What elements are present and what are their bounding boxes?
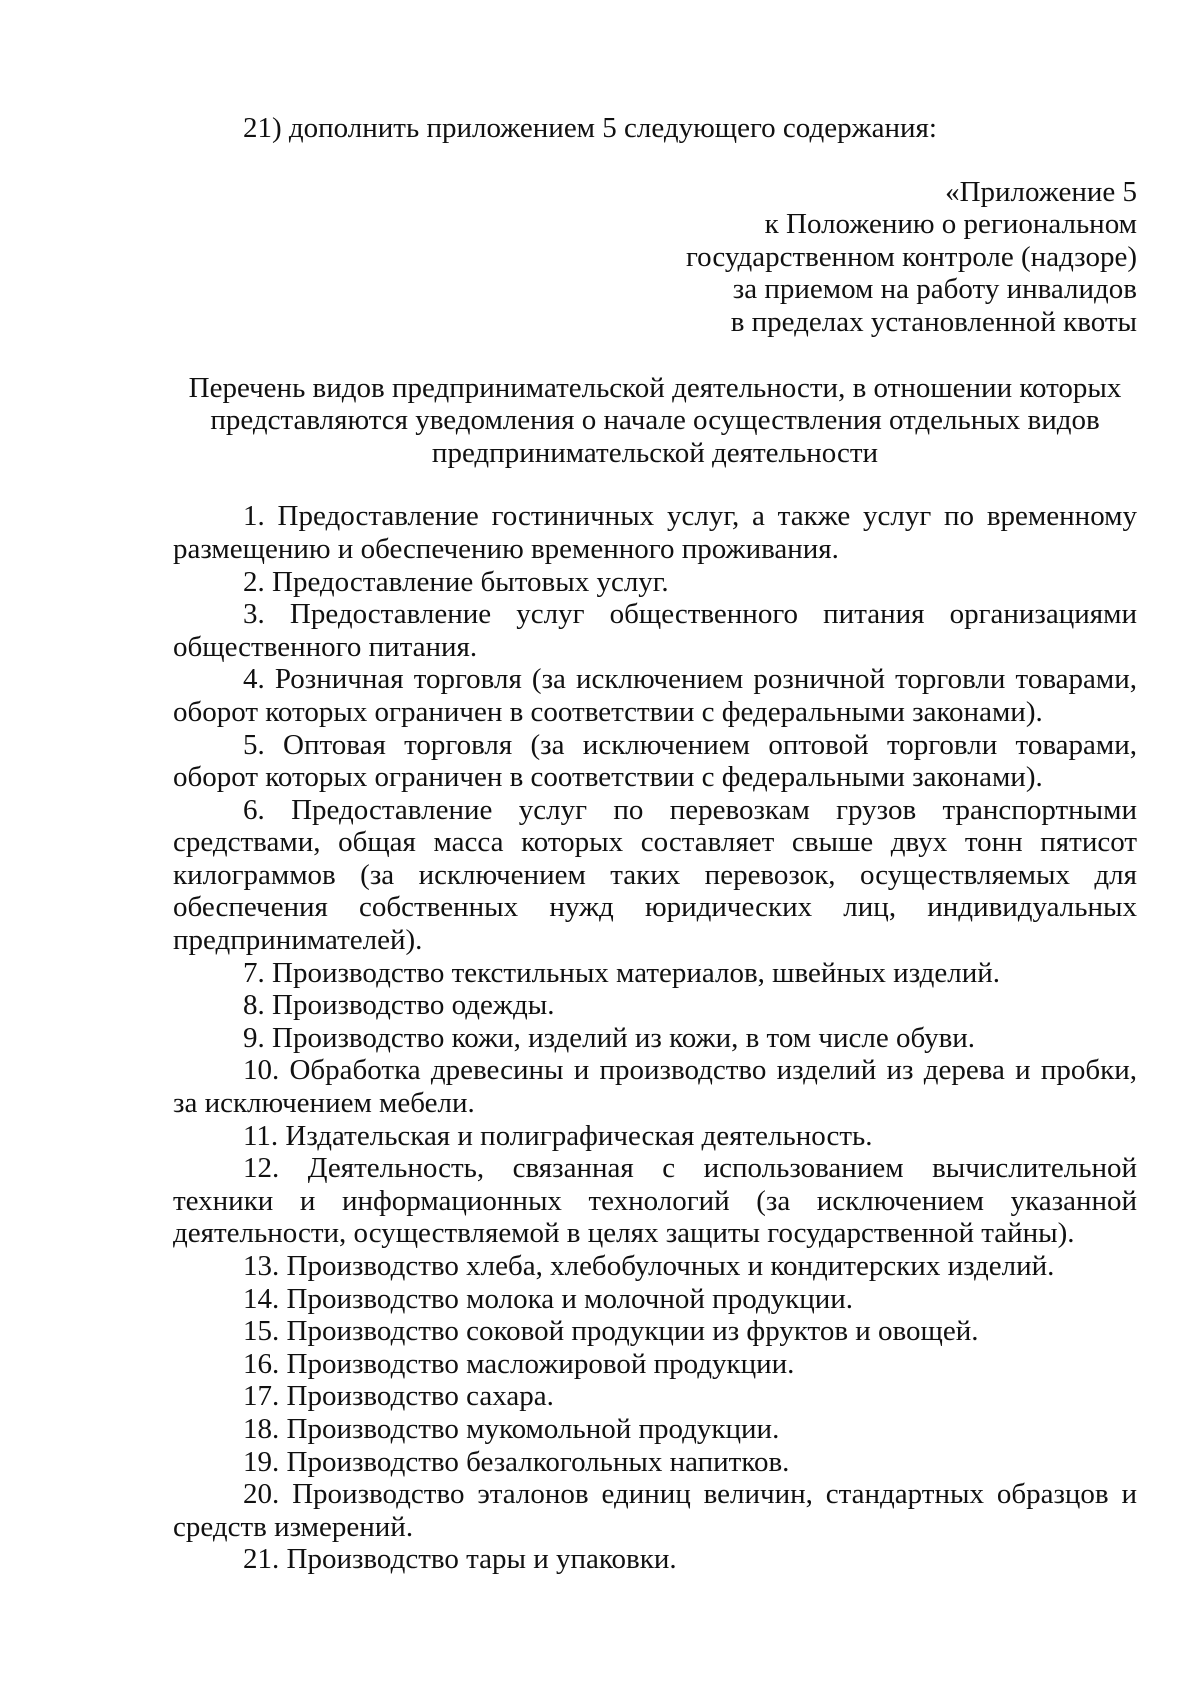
list-item: 17. Производство сахара. [243,1380,554,1413]
appendix-header-line: за приемом на работу инвалидов [732,273,1137,306]
list-title [173,372,1137,470]
appendix-header-line: «Приложение 5 [945,175,1137,208]
list-item: 2. Предоставление бытовых услуг. [243,565,669,598]
list-item: 10. Обработка древесины и производство изделий из дерева и пробки, за исключением мебели. [173,1054,1137,1120]
list-item: 7. Производство текстильных материалов, швейных изделий. [243,956,1001,989]
list-item: 20. Производство эталонов единиц величин, стандартных образцов и средств измерений. [173,1478,1137,1543]
list-title-line: Перечень видов предпринимательской деятельности, в отношении которых [188,371,1122,404]
list-item: 6. Предоставление услуг по перевозкам грузов транспортными средствами, общая масса которых составляет свыше двух тонн пятисот килограммов (за исключением таких перевозок, осуществляемых для обеспечения собственных нужд юридических лиц, индивидуальных предпринимателей). [173,793,1137,957]
appendix-header-line: государственном контроле (надзоре) [685,240,1137,273]
list-item: 16. Производство масложировой продукции. [243,1347,795,1380]
list-title-line: предпринимательской деятельности [431,436,879,469]
list-item: 9. Производство кожи, изделий из кожи, в том числе обуви. [243,1021,976,1054]
list-title-line: представляются уведомления о начале осуществления отдельных видов [210,404,1100,437]
document-page [173,112,1137,1576]
list-item: 14. Производство молока и молочной продукции. [243,1282,854,1315]
list-item: 1. Предоставление гостиничных услуг, а также услуг по временному размещению и обеспечению временного проживания. [173,500,1137,565]
amendment-intro: 21) дополнить приложением 5 следующего содержания: [243,112,937,144]
list-item: 13. Производство хлеба, хлебобулочных и кондитерских изделий. [243,1250,1055,1282]
list-item: 19. Производство безалкогольных напитков. [243,1445,790,1478]
activity-list [173,500,1137,1576]
list-item: 18. Производство мукомольной продукции. [243,1412,780,1445]
list-item: 4. Розничная торговля (за исключением розничной торговли товарами, оборот которых ограничен в соответствии с федеральными законами). [173,663,1137,728]
list-item: 8. Производство одежды. [243,989,555,1022]
list-item: 11. Издательская и полиграфическая деятельность. [243,1119,873,1152]
list-item: 3. Предоставление услуг общественного питания организациями общественного питания. [173,598,1137,663]
list-item: 15. Производство соковой продукции из фруктов и овощей. [243,1315,979,1348]
appendix-header-line: к Положению о региональном [764,208,1137,241]
appendix-header-line: в пределах установленной квоты [730,305,1137,338]
appendix-header [173,176,1137,339]
list-item: 5. Оптовая торговля (за исключением оптовой торговли товарами, оборот которых ограничен в соответствии с федеральными законами). [173,728,1137,794]
list-item: 21. Производство тары и упаковки. [243,1543,677,1576]
list-item: 12. Деятельность, связанная с использованием вычислительной техники и информационных технологий (за исключением указанной деятельности, осуществляемой в целях защиты государственной тайны). [173,1152,1137,1250]
